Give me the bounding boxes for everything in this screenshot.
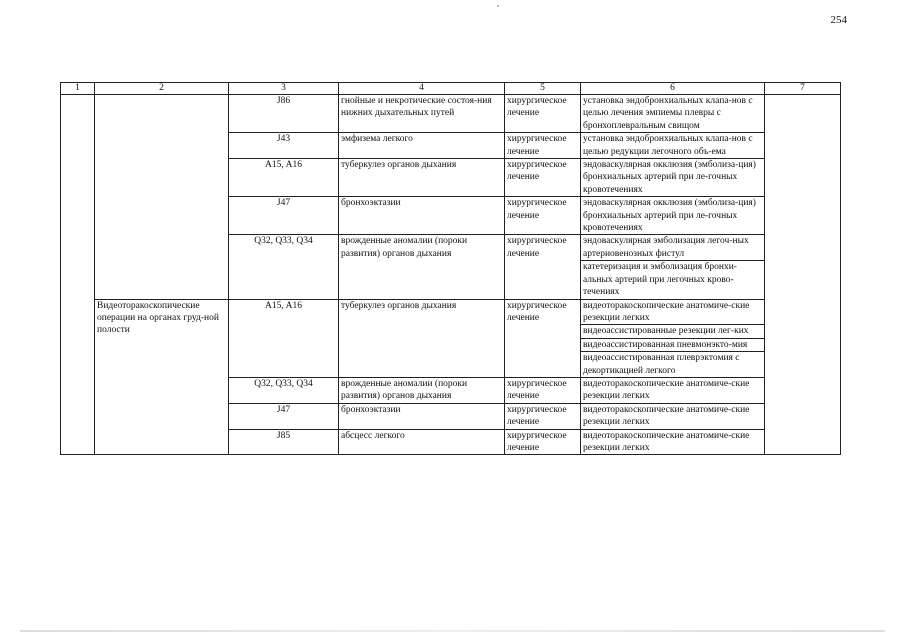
treatment-type-cell: хирургическое лечение — [505, 299, 581, 377]
treatment-type-cell: хирургическое лечение — [505, 377, 581, 403]
condition-cell: туберкулез органов дыхания — [339, 299, 505, 377]
diagnosis-code-cell: Q32, Q33, Q34 — [229, 377, 339, 403]
scan-edge — [20, 630, 885, 632]
method-cell: видеоассистированная плеврэктомия с декортикацией легкого — [581, 352, 765, 378]
page-number: 254 — [830, 14, 847, 26]
header-cell: 6 — [581, 83, 765, 95]
table-row — [61, 299, 841, 325]
table-row — [61, 95, 841, 133]
condition-cell: бронхоэктазии — [339, 403, 505, 429]
method-cell: видеоассистированные резекции лег-ких — [581, 325, 765, 338]
diagnosis-code-cell: A15, A16 — [229, 159, 339, 197]
diagnosis-code-cell: J47 — [229, 403, 339, 429]
header-cell: 3 — [229, 83, 339, 95]
diagnosis-code-cell: J43 — [229, 133, 339, 159]
treatment-type-cell: хирургическое лечение — [505, 95, 581, 133]
treatment-type-cell: хирургическое лечение — [505, 403, 581, 429]
diagnosis-code-cell: A15, A16 — [229, 299, 339, 377]
header-cell: 4 — [339, 83, 505, 95]
treatment-type-cell: хирургическое лечение — [505, 133, 581, 159]
method-cell: эндоваскулярная эмболизация легоч-ных артериовенозных фистул — [581, 235, 765, 261]
condition-cell: бронхоэктазии — [339, 197, 505, 235]
condition-cell: эмфизема легкого — [339, 133, 505, 159]
diagnosis-code-cell: J86 — [229, 95, 339, 133]
method-cell: видеоторакоскопические анатомиче-ские резекции легких — [581, 403, 765, 429]
scan-mark — [497, 5, 499, 7]
treatment-type-cell: хирургическое лечение — [505, 159, 581, 197]
header-cell: 2 — [95, 83, 229, 95]
method-cell: установка эндобронхиальных клапа-нов с целью лечения эмпиемы плевры с бронхоплевральным свищом — [581, 95, 765, 133]
condition-cell: абсцесс легкого — [339, 429, 505, 455]
header-cell: 7 — [765, 83, 841, 95]
section-name-cell: Видеоторакоскопические операции на органах груд-ной полости — [95, 299, 229, 455]
method-cell: видеоторакоскопические анатомиче-ские резекции легких — [581, 299, 765, 325]
method-cell: видеоторакоскопические анатомиче-ские резекции легких — [581, 377, 765, 403]
col7-cell — [765, 95, 841, 455]
section-name-cell — [95, 95, 229, 300]
method-cell: видеоторакоскопические анатомиче-ские резекции легких — [581, 429, 765, 455]
treatment-type-cell: хирургическое лечение — [505, 235, 581, 299]
condition-cell: врожденные аномалии (пороки развития) органов дыхания — [339, 377, 505, 403]
condition-cell: гнойные и некротические состоя-ния нижних дыхательных путей — [339, 95, 505, 133]
diagnosis-code-cell: J47 — [229, 197, 339, 235]
table-body — [61, 83, 841, 455]
treatment-type-cell: хирургическое лечение — [505, 197, 581, 235]
condition-cell: врожденные аномалии (пороки развития) органов дыхания — [339, 235, 505, 299]
header-row — [61, 83, 841, 95]
diagnosis-code-cell: Q32, Q33, Q34 — [229, 235, 339, 299]
method-cell: установка эндобронхиальных клапа-нов с целью редукции легочного объ-ема — [581, 133, 765, 159]
method-cell: катетеризация и эмболизация бронхи-альных артерий при легочных крово-течениях — [581, 261, 765, 299]
diagnosis-code-cell: J85 — [229, 429, 339, 455]
condition-cell: туберкулез органов дыхания — [339, 159, 505, 197]
method-cell: видеоассистированная пневмонэкто-мия — [581, 338, 765, 351]
method-cell: эндоваскулярная окклюзия (эмболиза-ция) бронхиальных артерий при ле-гочных кровотечениях — [581, 197, 765, 235]
header-cell: 1 — [61, 83, 95, 95]
header-cell: 5 — [505, 83, 581, 95]
col1-cell — [61, 95, 95, 455]
method-cell: эндоваскулярная окклюзия (эмболиза-ция) бронхиальных артерий при ле-гочных кровотечениях — [581, 159, 765, 197]
medical-care-table — [60, 82, 841, 455]
treatment-type-cell: хирургическое лечение — [505, 429, 581, 455]
